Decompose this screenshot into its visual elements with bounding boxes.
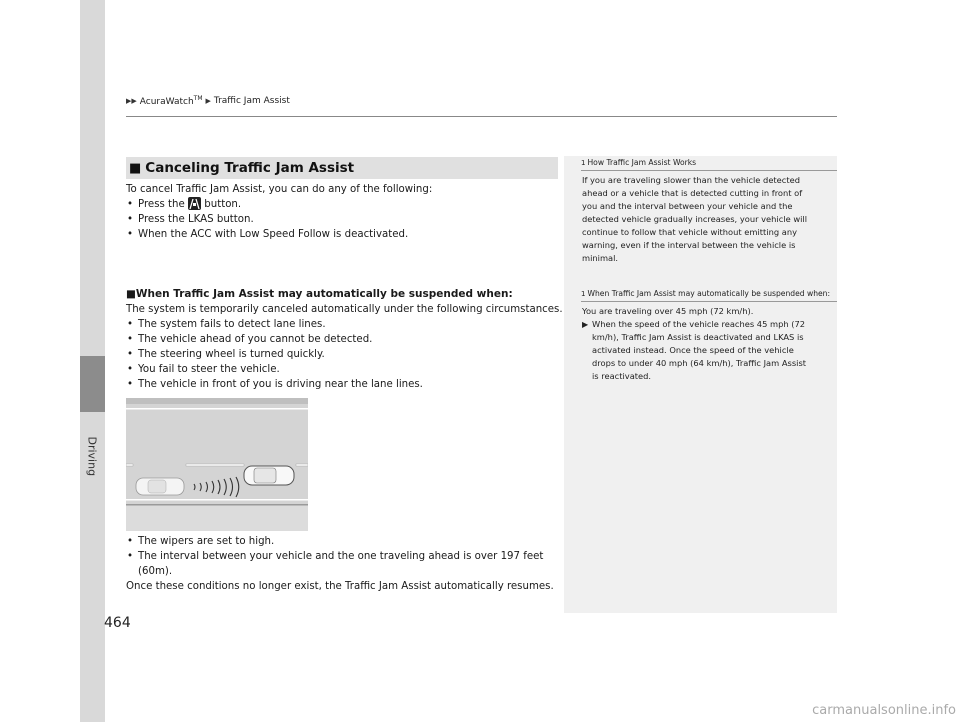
list-item: • The vehicle in front of you is driving near the lane lines. [127, 379, 423, 390]
note-body: You are traveling over 45 mph (72 km/h). [582, 306, 754, 316]
list-item: • The interval between your vehicle and the one traveling ahead is over 197 feet [127, 551, 544, 562]
lane-keeping-icon [188, 197, 201, 210]
note-arrow-icon: 1 [581, 289, 586, 298]
note-subitem: ▶ When the speed of the vehicle reaches 45 mph (72 km/h), Traffic Jam Assist is deactivated and LKAS is activated instead. Once the speed of the vehicle drops to under 40 mph (64 km/h), Traffic Jam Assist is reactivated. [582, 319, 807, 381]
section-heading [126, 157, 558, 179]
list-item: • When the ACC with Low Speed Follow is deactivated. [127, 229, 409, 240]
breadcrumb-arrow-icon: ▶ [205, 97, 211, 105]
header-divider [126, 116, 837, 117]
list-item: • The system fails to detect lane lines. [127, 319, 326, 330]
list-item: • Press the button. [127, 199, 242, 210]
list-item: • The steering wheel is turned quickly. [127, 349, 325, 360]
page-number: 464 [104, 615, 131, 631]
breadcrumb-arrow-icon: ▶▶ [126, 97, 137, 105]
note-divider [581, 301, 837, 302]
note-body: If you are traveling slower than the vehicle detected ahead or a vehicle that is detected cutting in front of you and the interval between your vehicle and the detected vehicle gradually increases, your vehicle will continue to follow that vehicle without emitting any warning, even if the interval between the vehicle is minimal. [582, 175, 808, 263]
lane-drift-illustration [126, 398, 308, 531]
section-title: Canceling Traffic Jam Assist [145, 160, 355, 176]
list-item: • The wipers are set to high. [127, 536, 275, 547]
list-item: • The vehicle ahead of you cannot be detected. [127, 334, 373, 345]
note-arrow-icon: 1 [581, 158, 586, 167]
subsection-heading: ■When Traffic Jam Assist may automatically be suspended when: [126, 288, 513, 300]
note-divider [581, 170, 837, 171]
list-item-continued: (60m). [138, 566, 173, 577]
note-title: 1 How Traffic Jam Assist Works [581, 158, 697, 167]
breadcrumb-part1: AcuraWatch [139, 97, 194, 107]
note-title: 1 When Traffic Jam Assist may automatically be suspended when: [581, 289, 831, 298]
closing-text: Once these conditions no longer exist, the Traffic Jam Assist automatically resumes. [126, 581, 554, 592]
subsection-title: When Traffic Jam Assist may automatically be suspended when: [135, 288, 513, 300]
subsection-intro: The system is temporarily canceled automatically under the following circumstances. [126, 304, 563, 315]
arrow-icon: ▶ [582, 320, 589, 329]
trademark: TM [193, 95, 203, 102]
breadcrumb-part2: Traffic Jam Assist [213, 96, 290, 106]
list-item: • You fail to steer the vehicle. [127, 364, 280, 375]
lead-car-icon [244, 466, 294, 485]
section-marker: ■ [129, 160, 142, 176]
own-car-icon [136, 478, 184, 495]
footer-watermark: carmanualsonline.info [812, 703, 956, 718]
list-item: • Press the LKAS button. [127, 214, 254, 225]
section-intro: To cancel Traffic Jam Assist, you can do any of the following: [126, 184, 433, 195]
chapter-label: Driving [85, 436, 99, 477]
breadcrumb [126, 95, 290, 107]
